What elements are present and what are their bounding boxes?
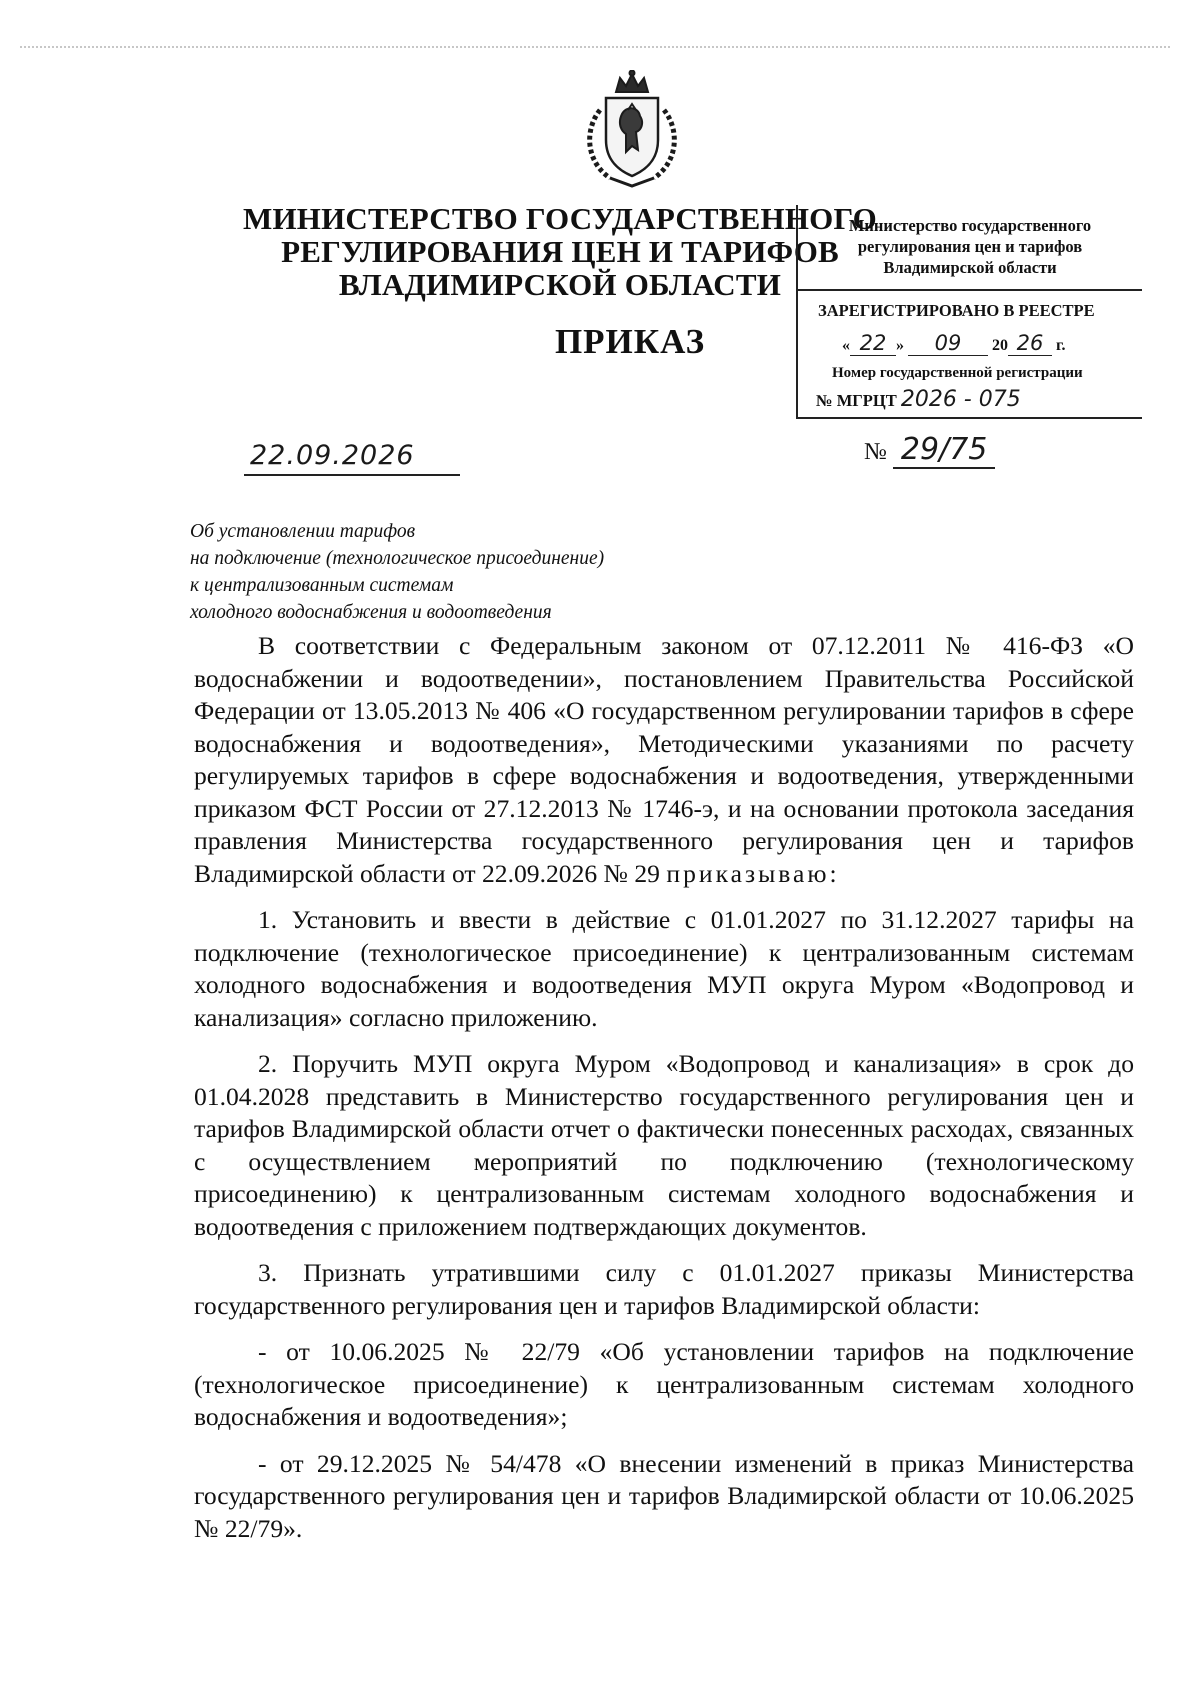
stamp-registration-prefix: № МГРЦТ <box>816 391 897 410</box>
subject-line: на подключение (технологическое присоединение) <box>190 548 605 569</box>
coat-of-arms-icon <box>576 70 688 190</box>
item-3b: - от 29.12.2025 № 54/478 «О внесении изменений в приказ Министерства государственного регулирования цен и тарифов Владимирской области от 10.06.2025 № 22/79». <box>194 1448 1134 1543</box>
item-1: 1. Установить и ввести в действие с 01.01.2027 по 31.12.2027 тарифы на подключение (технологическое присоединение) к централизованным системам холодного водоснабжения и водоотведения МУП округа Муром «Водопровод и канализация» согласно приложению. <box>194 905 1134 1032</box>
stamp-month: 09 <box>908 331 988 356</box>
ministry-name-line: МИНИСТЕРСТВО ГОСУДАРСТВЕННОГО <box>243 201 877 236</box>
stamp-date <box>842 331 1065 356</box>
ministry-name <box>240 202 880 301</box>
registration-stamp <box>796 205 1142 419</box>
order-number <box>864 432 995 467</box>
subject-line: к централизованным системам <box>190 575 454 596</box>
stamp-year-suffix: 26 <box>1008 331 1052 356</box>
order-number-value: 29/75 <box>893 432 995 469</box>
stamp-year-prefix: 20 <box>992 337 1008 354</box>
stamp-year-mark: г. <box>1056 337 1066 354</box>
ministry-name-line: ВЛАДИМИРСКОЙ ОБЛАСТИ <box>338 267 782 302</box>
order-word: приказываю: <box>666 858 840 888</box>
stamp-agency-line: Министерство государственного <box>848 216 1092 235</box>
subject-line: холодного водоснабжения и водоотведения <box>190 602 552 623</box>
order-number-prefix: № <box>864 439 887 465</box>
preamble-text: В соответствии с Федеральным законом от 07.12.2011 № 416-ФЗ «О водоснабжении и водоотведении», постановлением Правительства Российской Федерации от 13.05.2013 № 406 «О государственном регулировании тарифов в сфере водоснабжения и водоотведения», Методическими указаниями по расчету регулируемых тарифов в сфере водоснабжения и водоотведения, утвержденными приказом ФСТ России от 27.12.2013 № 1746-э, и на основании протокола заседания правления Министерства государственного регулирования цен и тарифов Владимирской области от 22.09.2026 № 29 <box>194 631 1134 888</box>
stamp-registered-label: ЗАРЕГИСТРИРОВАНО В РЕЕСТРЕ <box>818 301 1095 320</box>
order-date <box>244 440 460 476</box>
stamp-agency <box>798 215 1142 278</box>
subject-line: Об установлении тарифов <box>190 521 416 542</box>
stamp-day: 22 <box>850 331 896 356</box>
stamp-close-quote: » <box>896 337 904 354</box>
item-2: 2. Поручить МУП округа Муром «Водопровод и канализация» в срок до 01.04.2028 представить в Министерство государственного регулирования цен и тарифов Владимирской области отчет о фактически понесенных расходах, связанных с осуществлением мероприятий по подключению (технологическому присоединению) к централизованным системам холодного водоснабжения и водоотведения с приложением подтверждающих документов. <box>194 1049 1134 1241</box>
scan-edge-noise <box>20 46 1170 48</box>
order-body <box>194 630 1134 1559</box>
stamp-registration-label: Номер государственной регистрации <box>832 365 1083 381</box>
item-3a: - от 10.06.2025 № 22/79 «Об установлении тарифов на подключение (технологическое присоединение) к централизованным системам холодного водоснабжения и водоотведения»; <box>194 1337 1134 1431</box>
stamp-agency-line: Владимирской области <box>883 258 1057 277</box>
stamp-open-quote: « <box>842 337 850 354</box>
preamble-paragraph <box>194 630 1134 890</box>
stamp-divider <box>798 289 1142 291</box>
order-date-value: 22.09.2026 <box>250 440 415 471</box>
item-3: 3. Признать утратившими силу с 01.01.2027 приказы Министерства государственного регулирования цен и тарифов Владимирской области: <box>194 1258 1134 1320</box>
order-subject <box>190 518 750 626</box>
stamp-registration-value: 2026 - 075 <box>900 387 1021 412</box>
document-type: ПРИКАЗ <box>554 322 706 361</box>
ministry-name-line: РЕГУЛИРОВАНИЯ ЦЕН И ТАРИФОВ <box>281 234 839 269</box>
stamp-agency-line: регулирования цен и тарифов <box>857 237 1083 256</box>
stamp-registration-number <box>816 387 1021 412</box>
